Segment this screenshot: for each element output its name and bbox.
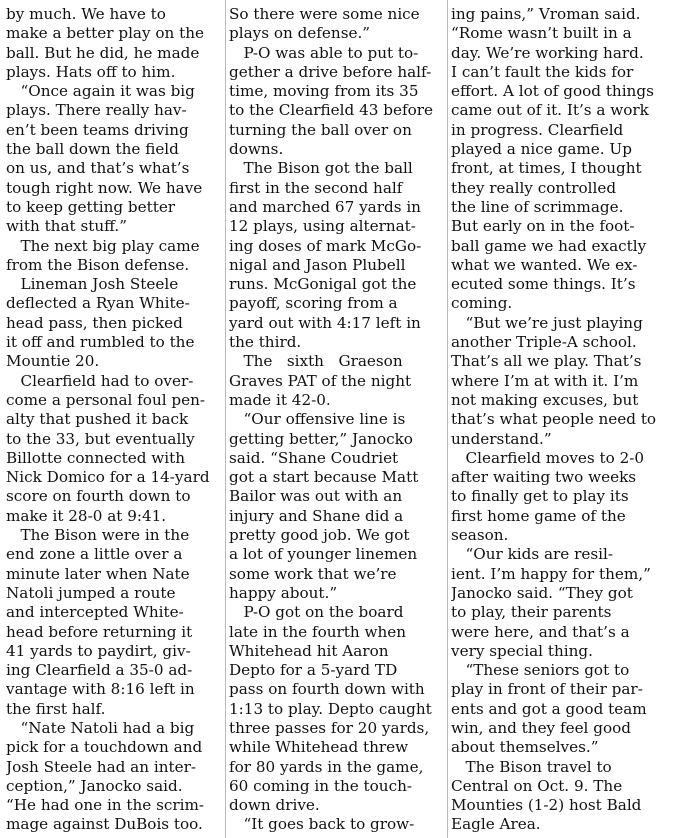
text-line: plays. Hats off to him. [6,62,176,81]
text-line: “Our kids are resil- [451,545,613,564]
text-line: got a start because Matt [229,468,419,487]
text-line: ents and got a good team [451,699,647,718]
text-line: to finally get to play its [451,487,629,506]
text-line: turning the ball over on [229,120,412,139]
text-line: while Whitehead threw [229,738,409,757]
text-line: “These seniors got to [451,661,630,680]
text-line: a lot of younger linemen [229,545,418,564]
column-3 [451,5,669,835]
text-line: to keep getting better [6,197,176,216]
text-line: make it 28-0 at 9:41. [6,506,167,525]
text-line: tough right now. We have [6,178,203,197]
text-line: come a personal foul pen- [6,390,206,409]
text-line: But early on in the foot- [451,217,635,236]
text-line: what we wanted. We ex- [451,255,638,274]
text-line: runs. McGonigal got the [229,275,417,294]
text-line: The Bison got the ball [229,159,413,178]
text-line: season. [451,526,509,545]
text-line: minute later when Nate [6,564,190,583]
text-line: yard out with 4:17 left in [229,313,421,332]
text-line: So there were some nice [229,5,420,23]
text-line: “It goes back to grow- [229,815,415,834]
text-line: played a nice game. Up [451,140,632,159]
text-line: from the Bison defense. [6,255,190,274]
text-line: after waiting two weeks [451,468,637,487]
text-line: and marched 67 yards in [229,197,421,216]
text-line: gether a drive before half- [229,62,432,81]
text-line: very special thing. [451,641,593,660]
text-line: about themselves.” [451,738,599,757]
text-line: that’s what people need to [451,410,657,429]
text-line: “He had one in the scrim- [6,796,205,815]
text-line: for 80 yards in the game, [229,757,424,776]
text-line: effort. A lot of good things [451,82,654,101]
text-line: “But we’re just playing [451,313,643,332]
text-line: ing doses of mark McGo- [229,236,422,255]
text-line: Josh Steele had an inter- [6,757,196,776]
text-line: down drive. [229,796,320,815]
text-line: deflected a Ryan White- [6,294,190,313]
text-line: “Once again it was big [6,82,195,101]
text-line: made it 42-0. [229,390,331,409]
text-line: head pass, then picked [6,313,183,332]
text-line: P-O got on the board [229,603,404,622]
text-line: the ball down the field [6,140,179,159]
text-line: not making excuses, but [451,390,639,409]
text-line: “Our offensive line is [229,410,406,429]
text-line: Whitehead hit Aaron [229,641,389,660]
text-line: to the 33, but eventually [6,429,195,448]
text-line: payoff, scoring from a [229,294,398,313]
text-line: happy about.” [229,583,338,602]
text-line: getting better,” Janocko [229,429,413,448]
text-line: vantage with 8:16 left in [6,680,195,699]
text-line: it off and rumbled to the [6,333,195,352]
text-line: “Nate Natoli had a big [6,718,195,737]
text-line: Central on Oct. 9. The [451,776,623,795]
text-line: were here, and that’s a [451,622,630,641]
text-line: Clearfield had to over- [6,371,194,390]
text-line: The Bison travel to [451,757,612,776]
text-line: ball game we had exactly [451,236,647,255]
text-line: I can’t fault the kids for [451,62,634,81]
text-line: by much. We have to [6,5,166,23]
column-1 [6,5,224,835]
text-line: The Bison were in the [6,526,190,545]
text-line: Depto for a 5-yard TD [229,661,398,680]
text-line: Janocko said. “They got [451,583,633,602]
text-line: The sixth Graeson [229,352,403,371]
text-line: Graves PAT of the night [229,371,412,390]
text-line: Nick Domico for a 14-yard [6,468,210,487]
text-line: front, at times, I thought [451,159,642,178]
text-line: said. “Shane Coudriet [229,448,399,467]
text-line: late in the fourth when [229,622,407,641]
text-line: came out of it. It’s a work [451,101,649,120]
text-line: end zone a little over a [6,545,183,564]
text-line: plays. There really hav- [6,101,187,120]
text-line: ing pains,” Vroman said. [451,5,641,23]
text-line: pass on fourth down with [229,680,425,699]
text-line: Bailor was out with an [229,487,403,506]
text-line: another Triple-A school. [451,333,637,352]
text-line: Billotte connected with [6,448,185,467]
text-line: first in the second half [229,178,403,197]
text-line: and intercepted White- [6,603,184,622]
text-line: That’s all we play. That’s [451,352,642,371]
text-line: to play, their parents [451,603,612,622]
text-line: first home game of the [451,506,626,525]
text-line: day. We’re working hard. [451,43,644,62]
text-line: Mountie 20. [6,352,100,371]
text-line: the first half. [6,699,106,718]
text-line: in progress. Clearfield [451,120,624,139]
text-line: where I’m at with it. I’m [451,371,639,390]
text-line: pick for a touchdown and [6,738,203,757]
text-line: they really controlled [451,178,617,197]
text-line: to the Clearfield 43 before [229,101,433,120]
text-line: the third. [229,333,302,352]
text-line: with that stuff.” [6,217,127,236]
text-line: win, and they feel good [451,718,631,737]
text-line: P-O was able to put to- [229,43,419,62]
text-line: injury and Shane did a [229,506,404,525]
text-line: make a better play on the [6,24,205,43]
text-line: nigal and Jason Plubell [229,255,406,274]
text-line: 1:13 to play. Depto caught [229,699,432,718]
text-line: ball. But he did, he made [6,43,200,62]
text-line: ing Clearfield a 35-0 ad- [6,661,193,680]
text-line: 60 coming in the touch- [229,776,413,795]
text-line: 41 yards to paydirt, giv- [6,641,191,660]
text-line: coming. [451,294,513,313]
text-line: pretty good job. We got [229,526,410,545]
text-line: en’t been teams driving [6,120,189,139]
text-line: plays on defense.” [229,24,371,43]
text-line: three passes for 20 yards, [229,718,430,737]
column-divider [225,0,226,838]
text-line: “Rome wasn’t built in a [451,24,632,43]
text-line: The next big play came [6,236,200,255]
text-line: Mounties (1-2) host Bald [451,796,642,815]
text-line: Eagle Area. [451,815,541,834]
text-line: the line of scrimmage. [451,197,624,216]
text-line: on us, and that’s what’s [6,159,190,178]
text-line: Natoli jumped a route [6,583,176,602]
text-line: Clearfield moves to 2-0 [451,448,645,467]
text-line: understand.” [451,429,552,448]
text-line: Lineman Josh Steele [6,275,179,294]
text-line: ception,” Janocko said. [6,776,183,795]
text-line: some work that we’re [229,564,397,583]
column-divider [447,0,448,838]
text-line: alty that pushed it back [6,410,189,429]
text-line: ecuted some things. It’s [451,275,636,294]
text-line: mage against DuBois too. [6,815,203,834]
text-line: downs. [229,140,284,159]
text-line: 12 plays, using alternat- [229,217,416,236]
text-line: play in front of their par- [451,680,643,699]
column-2 [229,5,447,835]
text-line: score on fourth down to [6,487,191,506]
text-line: time, moving from its 35 [229,82,419,101]
text-line: ient. I’m happy for them,” [451,564,651,583]
text-line: head before returning it [6,622,193,641]
